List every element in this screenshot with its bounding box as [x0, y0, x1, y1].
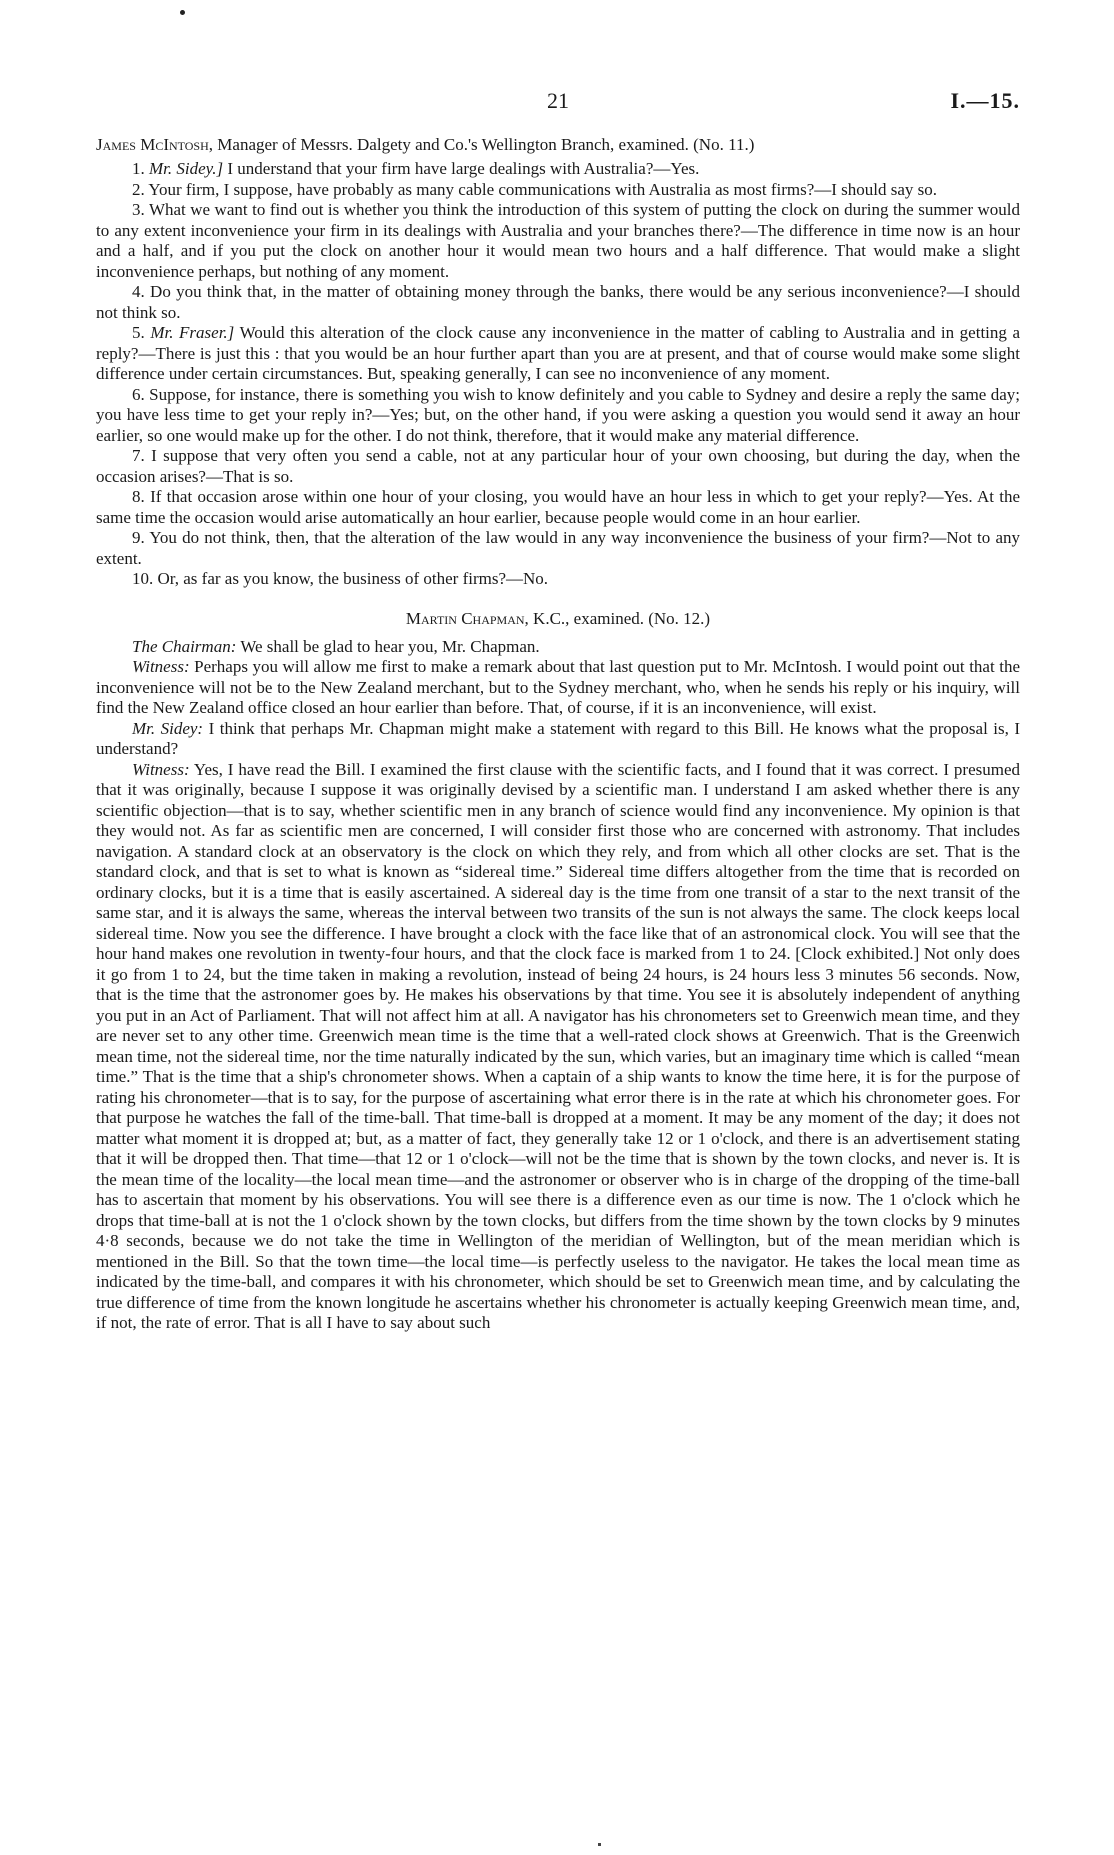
paragraph-text: Your firm, I suppose, have probably as many cable communications with Australia as most firms?—I should say so. — [148, 179, 938, 199]
question-paragraph — [96, 487, 1020, 528]
question-paragraph — [96, 282, 1020, 323]
question-paragraph — [96, 180, 1020, 201]
witness-heading-mcintosh — [96, 134, 1020, 155]
stray-mark-top — [180, 10, 185, 15]
page-number: 21 — [547, 88, 569, 113]
stray-mark-bottom — [598, 1843, 601, 1846]
witness-heading-rest: , Manager of Messrs. Dalgety and Co.'s Wellington Branch, examined. (No. 11.) — [208, 135, 755, 154]
speaker-label: Mr. Sidey: — [132, 718, 204, 738]
question-number: 1. — [132, 159, 149, 178]
speaker-label: Mr. Sidey.] — [149, 159, 224, 178]
section2-paragraphs — [96, 637, 1020, 1334]
question-paragraph — [96, 446, 1020, 487]
paragraph-text: If that occasion arose within one hour of your closing, you would have an hour less in which to get your reply?—Yes. At the same time the occasion would arise automatically an hour earlier, because people would come in an hour earlier. — [96, 487, 1021, 527]
section1-paragraphs — [96, 159, 1020, 590]
question-paragraph — [96, 385, 1020, 447]
question-number: 5. — [132, 323, 151, 342]
witness-heading-rest: , K.C., examined. (No. 12.) — [524, 608, 711, 628]
question-number: 6. — [132, 384, 150, 404]
paragraph-text: Would this alteration of the clock cause any inconvenience in the matter of cabling to Australia and in getting a reply?—There is just this : that you would be an hour further apart than you are at present, and that of course would make some slight difference under certain circumstances. But, speaking generally, I can see no inconvenience of any moment. — [96, 323, 1021, 383]
paragraph-text: I suppose that very often you send a cable, not at any particular hour of your own choosing, but during the day, when the occasion arises?—That is so. — [96, 446, 1021, 486]
question-paragraph — [96, 159, 1020, 180]
paragraph-text: Or, as far as you know, the business of other firms?—No. — [157, 569, 549, 588]
speaker-label: Witness: — [132, 759, 190, 779]
paragraph-text: Suppose, for instance, there is something you wish to know definitely and you cable to Sydney and desire a reply the same day; you have less time to get your reply in?—Yes; but, on the other hand, if you were asking a question you would send it away an hour earlier, so one would make up for the other. I do not think, therefore, that it would make any material difference. — [96, 384, 1021, 445]
paragraph-text: You do not think, then, that the alteration of the law would in any way inconvenience the business of your firm?—Not to any extent. — [96, 528, 1020, 568]
question-number: 7. — [132, 446, 152, 465]
paragraph-text: What we want to find out is whether you think the introduction of this system of putting the clock on during the summer would to any extent inconvenience your firm in its dealings with Australia and your branches there?—The difference in time now is an hour and a half, and if you put the clock on another hour it would mean two hours and a half difference. That would make a slight inconvenience perhaps, but nothing of any moment. — [96, 200, 1020, 281]
speaker-label: Mr. Fraser.] — [150, 323, 235, 342]
paragraph-text: We shall be glad to hear you, Mr. Chapman. — [236, 636, 540, 656]
witness-name: Martin Chapman — [405, 608, 525, 628]
question-number: 10. — [132, 569, 158, 588]
paragraph-text: I understand that your firm have large dealings with Australia?—Yes. — [223, 159, 700, 178]
document-reference: I.—15. — [950, 88, 1020, 113]
question-paragraph — [96, 569, 1020, 590]
question-number: 8. — [132, 487, 151, 506]
speaker-label: Witness: — [132, 657, 190, 676]
question-number: 2. — [132, 179, 149, 199]
question-number: 3. — [132, 200, 149, 219]
question-paragraph — [96, 323, 1020, 385]
paragraph-text: Do you think that, in the matter of obtaining money through the banks, there would be any serious inconvenience?—I should not think so. — [96, 282, 1020, 322]
testimony-paragraph — [96, 637, 1020, 658]
testimony-paragraph — [96, 657, 1020, 719]
testimony-paragraph — [96, 760, 1020, 1334]
document-page — [96, 88, 1020, 1334]
testimony-paragraph — [96, 719, 1020, 760]
witness-name: James McIntosh — [96, 135, 209, 154]
question-paragraph — [96, 200, 1020, 282]
witness-heading-chapman — [96, 608, 1020, 629]
question-number: 4. — [132, 282, 151, 301]
paragraph-text: I think that perhaps Mr. Chapman might make a statement with regard to this Bill. He knows what the proposal is, I understand? — [96, 718, 1021, 758]
question-paragraph — [96, 528, 1020, 569]
page-header — [96, 88, 1020, 124]
paragraph-text: Yes, I have read the Bill. I examined the first clause with the scientific facts, and I found that it was correct. I presumed that it was originally, because I suppose it was originally devised by a scientific man. I understand I am asked whether there is any scientific objection—that is to say, whether scientific men in any branch of science would find any inconvenience. My opinion is that they would not. As far as scientific men are concerned, I will consider first those who are concerned with astronomy. That includes navigation. A standard clock at an observatory is the clock on which they rely, and from which all other clocks are set. That is the standard clock, and that is set to what is known as “sidereal time.” Sidereal time differs altogether from the time that is recorded on ordinary clocks, but it is a time that is easily ascertained. A sidereal day is the time from one transit of a star to the next transit of the same star, and it is always the same, whereas the interval between two transits of the sun is not always the same. The clock keeps local sidereal time. Now you see the difference. I have brought a clock with the face like that of an astronomical clock. You will see that the hour hand makes one revolution in twenty-four hours, and that the clock face is marked from 1 to 24. [Clock exhibited.] Not only does it go from 1 to 24, but the time taken in making a revolution, instead of being 24 hours, is 24 hours less 3 minutes 56 seconds. Now, that is the time that the astronomer goes by. He makes his observations by that time. You see it is absolutely independent of anything you put in an Act of Parliament. That will not affect him at all. A navigator has his chronometers set to Greenwich mean time, and they are never set to any other time. Greenwich mean time is the time that a well-rated clock shows at Greenwich. That is the Greenwich mean time, not the sidereal time, nor the time naturally indicated by the sun, which varies, but an imaginary time which is called “mean time.” That is the time that a ship's chronometer shows. When a captain of a ship wants to know the time here, it is for the purpose of rating his chronometer—that is to say, for the purpose of ascertaining what error there is in the rate at which his chronometer goes. For that purpose he watches the fall of the time-ball. That time-ball is dropped at a moment. It may be any moment of the day; it does not matter what moment it is dropped at; but, as a matter of fact, they generally take 12 or 1 o'clock, and there is an advertisement stating that it will be dropped then. That time—that 12 or 1 o'clock—will not be the time that is shown by the town clocks, and never is. It is the mean time of the locality—the local mean time—and the astronomer or observer who is in charge of the dropping of the time-ball has to ascertain that moment by his observations. You will see there is a difference even as our time is now. The 1 o'clock which he drops that time-ball at is not the 1 o'clock shown by the town clocks, but differs from the time shown by the town clocks by 9 minutes 4·8 seconds, because we do not take the time in Wellington of the meridian of Wellington, but of the mean meridian which is mentioned in the Bill. So that the town time—the local time—is perfectly useless to the navigator. He takes the local mean time as indicated by the time-ball, and compares it with his chronometer, which should be set to Greenwich mean time, and by calculating the true difference of time from the known longitude he ascertains whether his chronometer is actually keeping Greenwich mean time, and, if not, the rate of error. That is all I have to say about such — [96, 759, 1020, 1332]
speaker-label: The Chairman: — [132, 636, 237, 656]
question-number: 9. — [132, 528, 150, 547]
paragraph-text: Perhaps you will allow me first to make a remark about that last question put to Mr. McIntosh. I would point out that the inconvenience will not be to the New Zealand merchant, but to the Sydney merchant, who, when he sends his reply or his inquiry, will find the New Zealand office closed an hour earlier than before. That, of course, if it is an inconvenience, will exist. — [96, 657, 1020, 717]
